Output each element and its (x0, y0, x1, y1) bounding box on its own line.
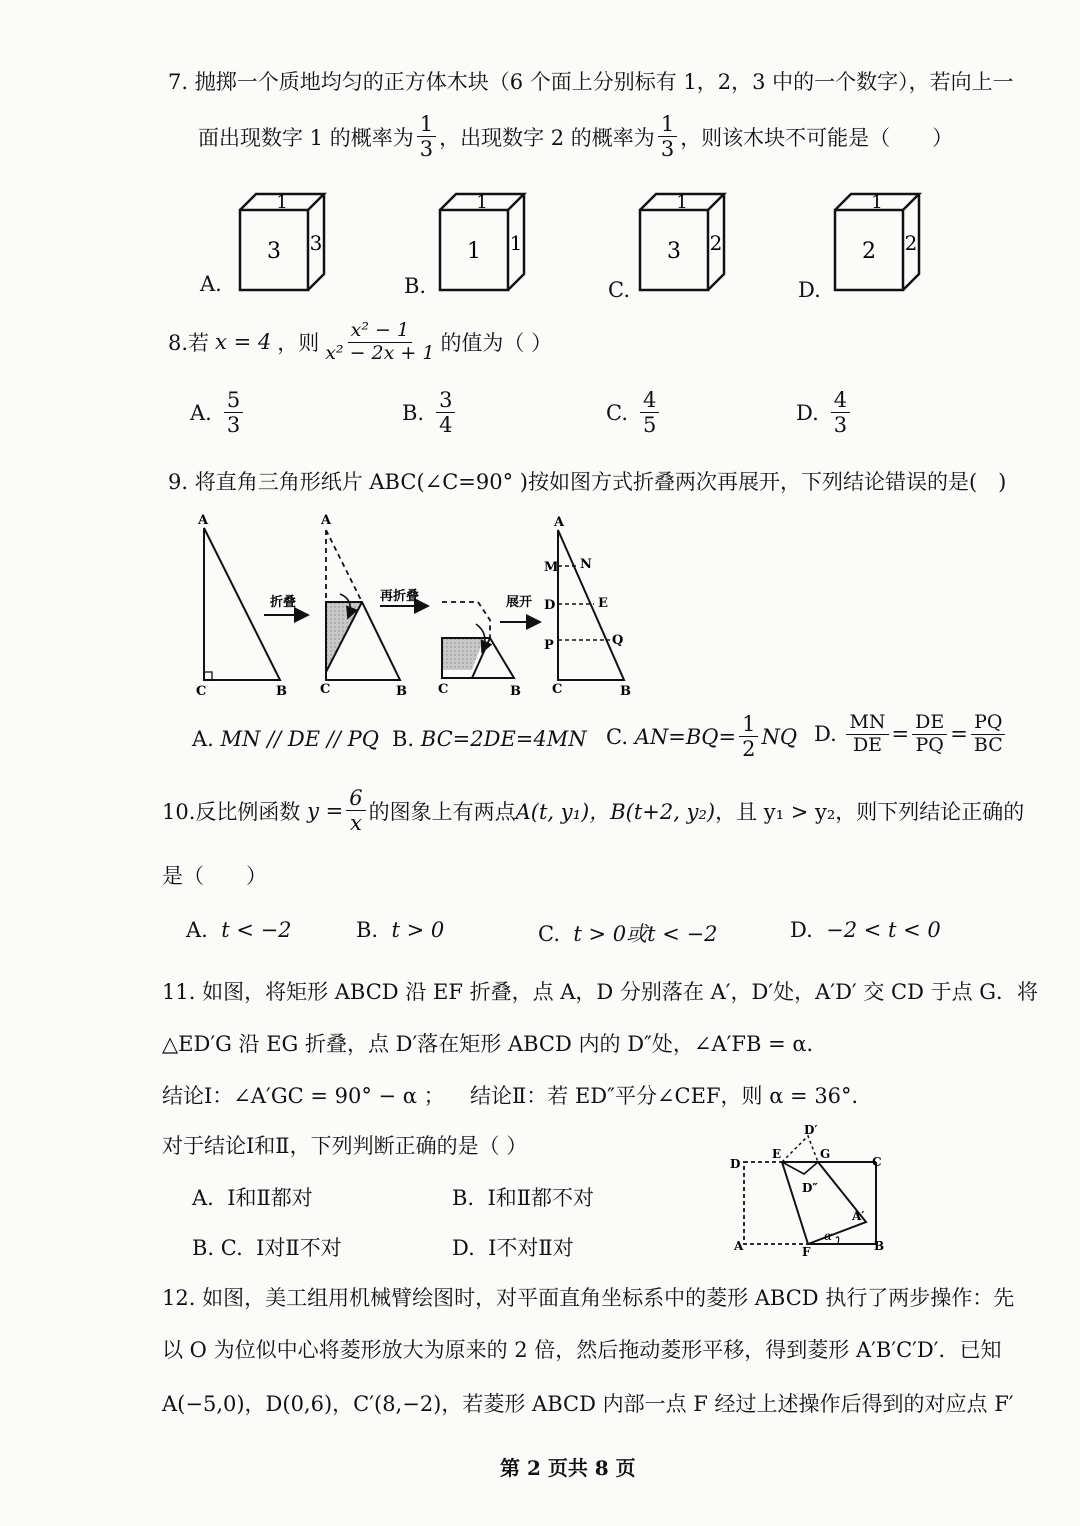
label-c-3: C (438, 682, 449, 697)
label-f: F (802, 1245, 811, 1258)
label-e: E (772, 1147, 782, 1161)
q9-option-b: B. BC=2DE=4MN (392, 727, 587, 751)
label-a-1: A (198, 513, 209, 528)
q8-stem (168, 320, 552, 365)
triangle-unfolded (558, 530, 624, 680)
q7-option-c-label: C. (608, 278, 630, 302)
q11-option-a: A. Ⅰ和Ⅱ都对 (192, 1186, 313, 1210)
q7-option-a-label: A. (200, 272, 222, 296)
cube-d (835, 192, 919, 290)
label-a-4: A (554, 515, 565, 530)
label-b-1: B (276, 684, 287, 699)
q11-option-d: D. Ⅰ不对Ⅱ对 (452, 1236, 574, 1260)
q11-rectangle-figure (728, 1118, 898, 1258)
q7-frac-1: $\frac{1}{3}$ (417, 112, 436, 161)
label-b-2: B (396, 684, 407, 699)
label-fold: 折叠 (270, 595, 297, 610)
label-g: G (820, 1147, 831, 1161)
label-q: Q (612, 633, 624, 648)
cube-c (640, 192, 724, 290)
cube-a-side-face: 3 (309, 231, 323, 255)
q8-suffix: 的值为（ ） (440, 331, 553, 356)
q11-conclusion-1: 结论Ⅰ：∠A′GC = 90° − α ； (162, 1084, 445, 1108)
q11-option-b: B. Ⅰ和Ⅱ都不对 (452, 1186, 595, 1210)
cube-c-top-face: 1 (676, 192, 688, 213)
q8-option-b: B. $\frac{3}{4}$ (402, 388, 458, 437)
q8-option-d: D. $\frac{4}{3}$ (796, 388, 853, 437)
q10-option-d: D. −2 < t < 0 (790, 918, 941, 942)
q7-text-c: ，则该木块不可能是（ ） (680, 125, 954, 150)
q9-folding-figure (190, 510, 650, 705)
label-d: D (730, 1157, 741, 1171)
label-a-prime: A′ (852, 1209, 865, 1223)
q10-line2: 是（ ） (162, 864, 267, 888)
cube-b (440, 192, 524, 290)
q7-option-d-label: D. (798, 278, 821, 302)
q10-option-a: A. t < −2 (186, 918, 292, 942)
label-c-2: C (320, 682, 331, 697)
q9-option-c: C. AN=BQ= $\frac{1}{2}$ NQ (606, 712, 798, 762)
label-m: M (544, 560, 559, 575)
label-c: C (872, 1155, 882, 1169)
label-unfold: 展开 (506, 595, 533, 610)
cube-d-side-face: 2 (904, 231, 918, 255)
rectangle-abcd (744, 1162, 876, 1244)
q9-option-a: A. MN // DE // PQ (192, 727, 379, 751)
label-d: D (544, 598, 556, 613)
label-d-prime: D′ (804, 1123, 818, 1137)
q7-text-b: ，出现数字 2 的概率为 (439, 125, 655, 150)
triangle-original (204, 528, 280, 680)
q8-option-c: C. $\frac{4}{5}$ (606, 388, 662, 437)
q11-conclusion-2: 结论Ⅱ：若 ED″平分∠CEF，则 α = 36°． (470, 1084, 873, 1108)
label-c-1: C (196, 684, 207, 699)
page-footer: 第 2 页共 8 页 (500, 1456, 636, 1480)
q7-cubes-figure (190, 182, 990, 302)
q9-stem: 9. 将直角三角形纸片 ABC(∠C=90° )按如图方式折叠两次再展开，下列结论错误的是( ) (168, 470, 1007, 494)
q8-then: ，则 (277, 331, 320, 356)
q10-stem: 10.反比例函数 y = $\frac{6}{x}$ 的图象上有两点 A(t, y₁)，B(t+2, y₂) ，且 y₁ > y₂，则下列结论正确的 (162, 786, 1025, 836)
cube-b-front-face: 1 (467, 239, 481, 264)
cube-d-front-face: 2 (862, 239, 876, 264)
q8-prefix: 8.若 (168, 331, 210, 356)
cube-c-front-face: 3 (667, 239, 681, 264)
q12-line1: 12. 如图，美工组用机械臂绘图时，对平面直角坐标系中的菱形 ABCD 执行了两步操作：先 (162, 1286, 1015, 1310)
label-b-4: B (620, 684, 631, 699)
label-alpha: α (824, 1229, 833, 1243)
q11-option-c: B. C. Ⅰ对Ⅱ不对 (192, 1236, 342, 1260)
label-b: B (874, 1239, 885, 1253)
cube-a (240, 192, 324, 290)
q10-option-b: B. t > 0 (356, 918, 445, 942)
triangle-ed-g (782, 1162, 818, 1174)
q7-line2 (198, 112, 953, 161)
label-a: A (734, 1239, 744, 1253)
q7-option-b-label: B. (404, 274, 427, 298)
q9-option-d: D. $\frac{MN}{DE}$ = $\frac{DE}{PQ}$ = $\frac{PQ}{BC}$ (814, 712, 1009, 757)
label-refold: 再折叠 (380, 589, 420, 604)
q11-line2: △ED′G 沿 EG 折叠，点 D′落在矩形 ABCD 内的 D″处，∠A′FB = α． (162, 1032, 828, 1056)
cube-a-front-face: 3 (267, 239, 281, 264)
cube-a-top-face: 1 (276, 192, 288, 213)
right-angle-mark-1 (204, 672, 212, 680)
q11-line1: 11. 如图，将矩形 ABCD 沿 EF 折叠，点 A，D 分别落在 A′，D′处，A′D′ 交 CD 于点 G．将 (162, 980, 1039, 1004)
q12-line2: 以 O 为位似中心将菱形放大为原来的 2 倍，然后拖动菱形平移，得到菱形 A′B′C′D′．已知 (162, 1338, 1002, 1362)
q12-line3: A(−5,0)，D(0,6)，C′(8,−2)，若菱形 ABCD 内部一点 F 经过上述操作后得到的对应点 F′ (162, 1392, 1014, 1416)
label-d-double-prime: D″ (802, 1181, 818, 1195)
label-p: P (544, 638, 554, 653)
label-b-3: B (510, 684, 521, 699)
label-c-4: C (552, 682, 563, 697)
q7-text-a: 面出现数字 1 的概率为 (198, 125, 414, 150)
label-n: N (580, 557, 592, 572)
cube-b-side-face: 1 (509, 231, 523, 255)
q8-option-a: A. $\frac{5}{3}$ (190, 388, 246, 437)
label-e: E (598, 596, 608, 611)
q7-line1: 7. 抛掷一个质地均匀的正方体木块（6 个面上分别标有 1，2，3 中的一个数字），若向上一 (168, 70, 1014, 94)
q7-frac-2: $\frac{1}{3}$ (658, 112, 677, 161)
cube-c-side-face: 2 (709, 231, 723, 255)
q8-expression: $\frac{\text{x² − 1}}{\text{x² − 2x + 1}}$ (325, 319, 435, 364)
q8-cond: x = 4 (215, 330, 272, 355)
cube-d-top-face: 1 (871, 192, 883, 213)
triangle-folded-part (326, 530, 362, 602)
q10-option-c: C. t > 0或t < −2 (538, 922, 718, 946)
label-a-2: A (321, 513, 332, 528)
q11-ask: 对于结论Ⅰ和Ⅱ，下列判断正确的是（ ） (162, 1134, 528, 1158)
cube-b-top-face: 1 (476, 192, 488, 213)
